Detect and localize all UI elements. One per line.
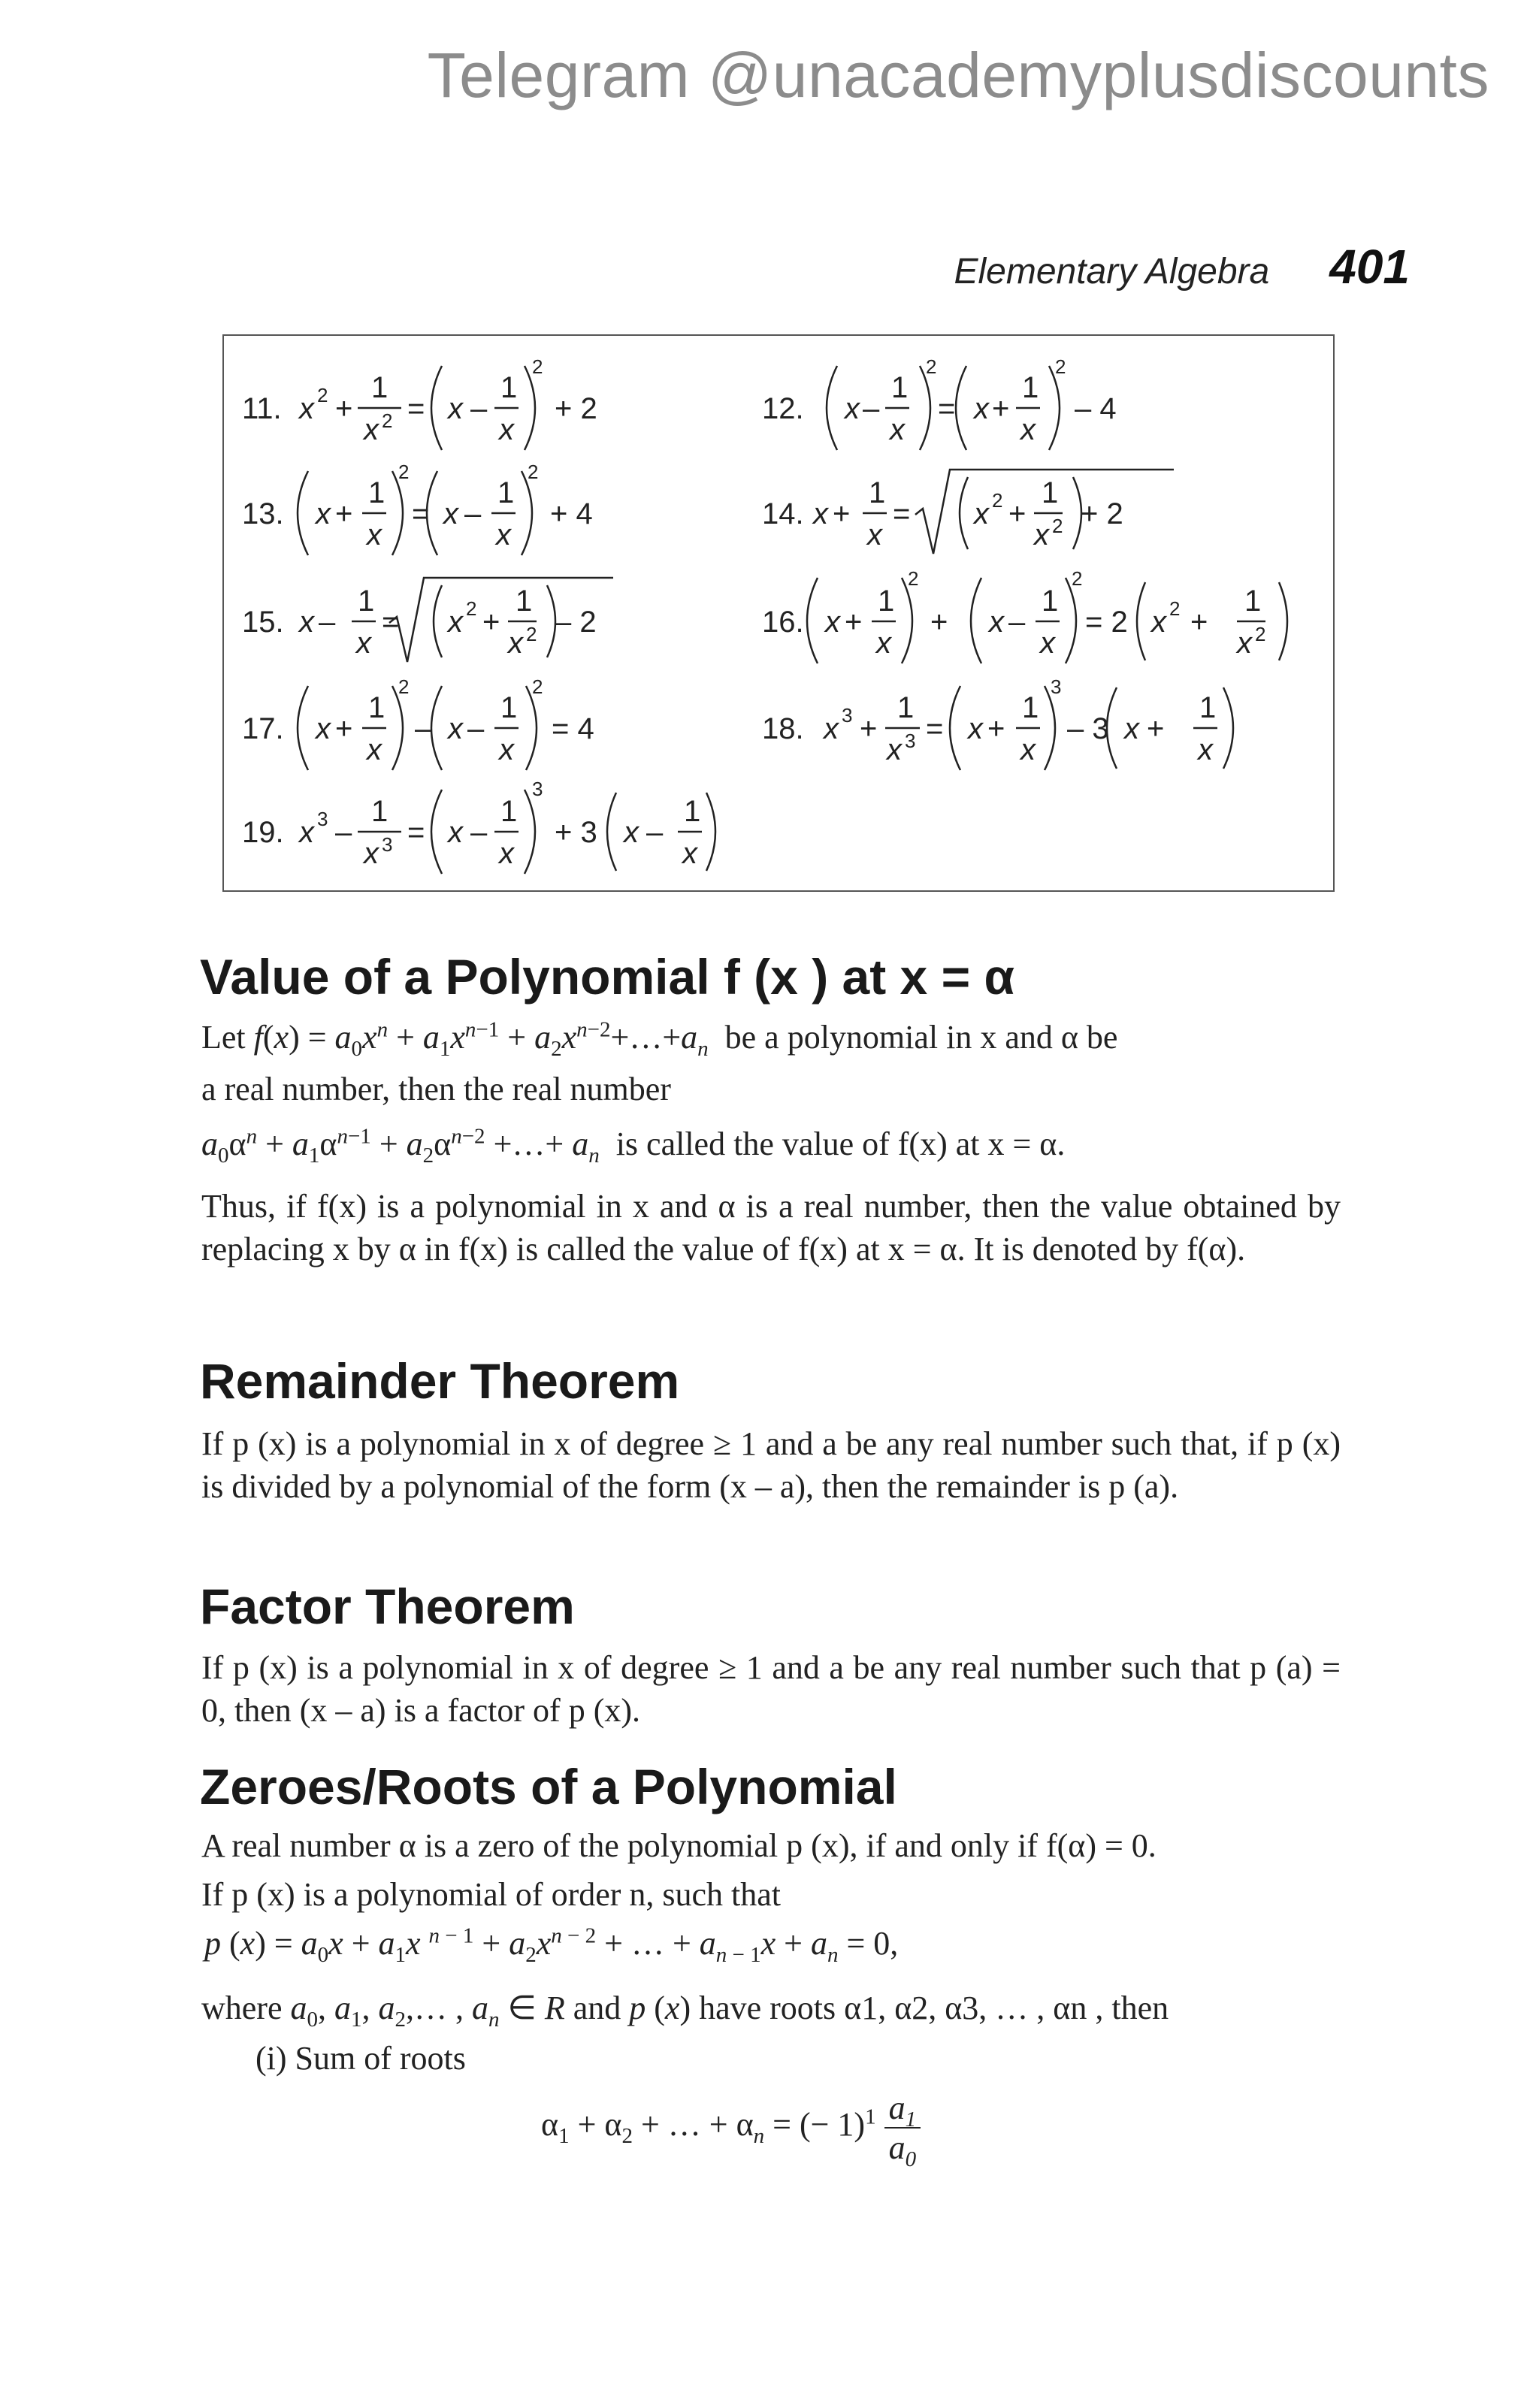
svg-text:+ 2: + 2 [1081,497,1123,530]
svg-text:1: 1 [891,371,909,404]
svg-text:x: x [845,392,860,425]
svg-text:–: – [467,712,485,745]
svg-text:+: + [987,712,1005,745]
svg-text:1: 1 [497,476,515,509]
svg-text:2: 2 [1055,355,1066,378]
svg-text:2: 2 [532,355,543,378]
heading-zeroes-roots: Zeroes/Roots of a Polynomial [200,1759,897,1814]
svg-text:2: 2 [398,461,410,483]
svg-text:x: x [624,816,639,849]
svg-text:1: 1 [1244,585,1262,618]
svg-text:x: x [367,733,382,766]
svg-text:x: x [316,712,331,745]
svg-text:+: + [335,497,353,530]
svg-text:x: x [299,392,314,425]
identity-number: 16. [762,606,804,639]
svg-text:x: x [448,712,463,745]
svg-text:x: x [1237,627,1252,660]
svg-text:1: 1 [500,795,518,828]
svg-text:x: x [499,413,514,446]
value-definition-line2: a real number, then the real number [201,1071,671,1107]
svg-text:+: + [1147,712,1165,745]
where-line: where $a_0$, $a_1$, $a_2,\dots$ , $a_n$ ∈ R and p (x) have roots α1, α2, α3, … , αn , then [201,1990,1169,2032]
svg-text:x: x [367,518,382,551]
svg-text:=: = [407,816,425,849]
value-definition-line1: Let $f(x) = a_0x^n + a_1x^{n-1}$ + $a_2x^{n-2}+\dots+a_n$ be a polynomial in x and α be [201,1017,1118,1061]
svg-text:1: 1 [1199,691,1217,724]
svg-text:2: 2 [528,461,539,483]
identity-number: 14. [762,497,804,530]
svg-text:x: x [1020,733,1036,766]
zeroes-line2: If p (x) is a polynomial of order n, such that [201,1876,782,1913]
svg-text:+ 2: + 2 [555,392,597,425]
svg-text:1: 1 [368,691,386,724]
svg-text:=: = [382,606,400,639]
svg-text:–: – [335,816,352,849]
value-paragraph: Thus, if f(x) is a polynomial in x and α is a real number, then the value obtained by replacing x by α in f(x) is called the value of f(x) at x = α. It is denoted by f(α). [201,1188,1341,1267]
value-definition-line3-tail: is called the value of f(x) at x = α. [615,1125,1066,1162]
identity-number: 12. [762,392,804,425]
svg-text:+ 4: + 4 [550,497,593,530]
svg-text:1: 1 [878,585,895,618]
svg-text:+: + [482,606,500,639]
svg-text:2: 2 [1072,567,1083,590]
svg-text:x: x [890,413,905,446]
watermark: Telegram @unacademyplusdiscounts [427,40,1489,110]
svg-text:1: 1 [869,476,886,509]
svg-text:1: 1 [897,691,915,724]
where-line-tail: have roots α1, α2, α3, … , αn , then [699,1990,1169,2026]
svg-text:–: – [863,392,880,425]
svg-text:x: x [448,606,463,639]
svg-text:x: x [364,837,379,870]
svg-text:2: 2 [532,675,543,698]
svg-text:x: x [1198,733,1213,766]
svg-text:x: x [448,392,463,425]
svg-text:x: x [867,518,882,551]
svg-text:=: = [938,392,956,425]
identity-number: 18. [762,712,804,745]
svg-text:=: = [407,392,425,425]
svg-text:2: 2 [526,623,537,645]
svg-text:x: x [299,606,314,639]
svg-text:x: x [1040,627,1055,660]
svg-text:1: 1 [1042,585,1059,618]
svg-text:+: + [335,392,353,425]
svg-text:2: 2 [908,567,919,590]
svg-text:=: = [412,497,430,530]
svg-text:–: – [464,497,482,530]
svg-text:2: 2 [1255,623,1266,645]
svg-text:= 4: = 4 [552,712,594,745]
svg-text:–: – [470,816,488,849]
svg-text:2: 2 [926,355,937,378]
svg-text:x: x [682,837,697,870]
svg-text:–: – [319,606,336,639]
svg-text:x: x [496,518,511,551]
identity-number: 19. [242,816,284,849]
heading-value-of-polynomial: Value of a Polynomial f (x ) at x = α [200,949,1015,1005]
sum-of-roots-formula: $\alpha_1 + \alpha_2$ + … + $\alpha_n$ = (− 1)$^1$ $\frac{a_1}{a_0}$ [541,2089,921,2167]
svg-text:1: 1 [500,691,518,724]
svg-text:x: x [316,497,331,530]
svg-text:+: + [845,606,863,639]
svg-text:x: x [824,712,839,745]
svg-text:x: x [989,606,1004,639]
svg-text:=: = [926,712,944,745]
svg-text:1: 1 [358,585,375,618]
svg-text:3: 3 [532,778,543,800]
svg-text:x: x [876,627,891,660]
svg-text:– 2: – 2 [555,606,597,639]
svg-text:–: – [1008,606,1026,639]
svg-text:3: 3 [842,704,853,727]
value-definition-tail: be a polynomial in x and α be [724,1019,1118,1056]
svg-text:2: 2 [398,675,410,698]
value-definition-line3: $a_0\alpha^n + a_1\alpha^{n-1} + a_2\alpha^{n-2}$ +…+ $a_n$ is called the value of f(x) at x = α. [201,1124,1066,1168]
svg-text:x: x [356,627,371,660]
zeroes-line1: A real number α is a zero of the polynomial p (x), if and only if f(α) = 0. [201,1827,1157,1864]
svg-text:x: x [443,497,458,530]
identities-box [222,334,1335,892]
svg-text:+: + [833,497,851,530]
svg-text:2: 2 [382,409,393,432]
svg-text:2: 2 [992,489,1003,512]
svg-text:+: + [1008,497,1027,530]
identity-number: 17. [242,712,284,745]
svg-text:= 2: = 2 [1085,606,1128,639]
svg-text:– 4: – 4 [1075,392,1117,425]
svg-text:x: x [968,712,983,745]
svg-text:x: x [825,606,840,639]
svg-text:1: 1 [1042,476,1059,509]
factor-theorem-text: If p (x) is a polynomial in x of degree ≥ 1 and a be any real number such that p (a) = 0, then (x – a) is a factor of p (x). [201,1649,1341,1729]
running-header [954,239,1410,295]
heading-remainder-theorem: Remainder Theorem [200,1353,680,1409]
svg-text:x: x [448,816,463,849]
svg-text:x: x [974,497,989,530]
svg-text:3: 3 [905,730,916,752]
svg-text:2: 2 [317,384,328,406]
section-title: Elementary Algebra [954,252,1270,292]
svg-text:1: 1 [1022,371,1039,404]
svg-text:x: x [887,733,902,766]
svg-text:x: x [508,627,523,660]
svg-text:x: x [813,497,828,530]
svg-text:+: + [930,606,948,639]
svg-text:2: 2 [466,597,477,620]
svg-text:=: = [893,497,911,530]
svg-text:1: 1 [500,371,518,404]
svg-text:+: + [1190,606,1208,639]
svg-text:+ 3: + 3 [555,816,597,849]
svg-text:1: 1 [516,585,533,618]
svg-text:x: x [299,816,314,849]
polynomial-equation: p $(x) = a_0x + a_1x$ $^{n - 1} + a_2x^{n - 2}$ + … + $a_{n - 1}x + a_n = 0$, [204,1923,899,1967]
svg-text:–: – [646,816,664,849]
svg-text:x: x [1034,518,1049,551]
svg-text:3: 3 [317,808,328,830]
svg-text:1: 1 [371,795,389,828]
svg-text:–: – [415,712,432,745]
svg-text:x: x [1020,413,1036,446]
svg-text:1: 1 [684,795,701,828]
svg-text:x: x [1124,712,1139,745]
svg-text:+: + [992,392,1010,425]
svg-text:3: 3 [382,833,393,856]
svg-text:2: 2 [1169,597,1181,620]
identity-number: 15. [242,606,284,639]
svg-text:1: 1 [368,476,386,509]
svg-text:x: x [364,413,379,446]
list-item-sum-of-roots: (i) Sum of roots [255,2040,466,2077]
svg-text:x: x [499,733,514,766]
svg-text:3: 3 [1051,675,1062,698]
svg-text:x: x [1151,606,1166,639]
svg-text:x: x [974,392,989,425]
svg-text:2: 2 [1052,515,1063,537]
identity-number: 13. [242,497,284,530]
svg-text:+: + [335,712,353,745]
page-number: 401 [1329,240,1410,294]
svg-text:–: – [470,392,488,425]
svg-text:– 3: – 3 [1067,712,1109,745]
svg-text:+: + [860,712,878,745]
svg-text:1: 1 [1022,691,1039,724]
identity-number: 11. [242,392,282,425]
svg-text:1: 1 [371,371,389,404]
identities-formulas [224,336,1336,893]
svg-text:x: x [499,837,514,870]
heading-factor-theorem: Factor Theorem [200,1579,575,1634]
remainder-theorem-text: If p (x) is a polynomial in x of degree ≥ 1 and a be any real number such that, if p (x) is divided by a polynomial of the form (x – a), then the remainder is p (a). [201,1425,1341,1505]
